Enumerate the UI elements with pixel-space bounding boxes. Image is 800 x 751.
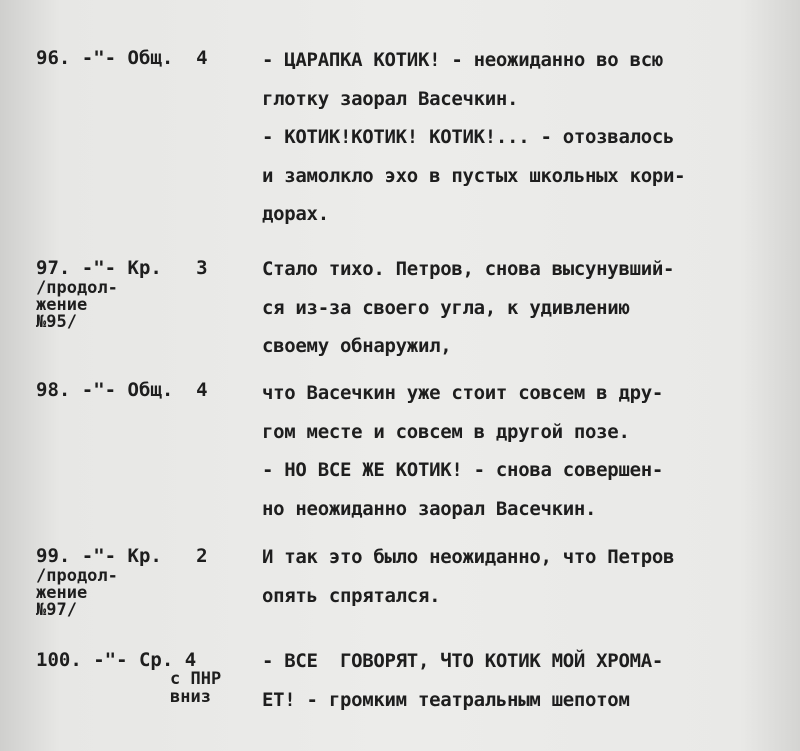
shot-number: 98. -"- Общ. 4 — [36, 379, 208, 401]
text-line: Стало тихо. Петров, снова высунувший- — [262, 258, 675, 280]
shot-info — [36, 648, 246, 707]
text-line: ЕТ! - громким театральным шепотом — [262, 688, 630, 711]
text-line: что Васечкин уже стоит совсем в дру- — [262, 382, 664, 404]
shot-note: жение — [36, 583, 88, 603]
shot-note-block — [170, 670, 221, 706]
text-line: своему обнаружил, — [262, 335, 452, 357]
shot-note: вниз — [170, 687, 211, 707]
text-line: ся из-за своего угла, к удивлению — [262, 296, 630, 319]
text-line: И так это было неожиданно, что Петров — [262, 546, 675, 568]
shot-note: /продол- — [36, 566, 118, 586]
shot-note: жение — [36, 295, 88, 315]
text-line: - КОТИК!КОТИК! КОТИК!... - отозвалось — [262, 126, 675, 148]
text-line: глотку заорал Васечкин. — [262, 87, 519, 110]
shot-info — [36, 544, 246, 619]
shot-note: /продол- — [36, 278, 118, 298]
shot-number: 96. -"- Общ. 4 — [36, 47, 208, 69]
shot-number: 100. -"- Ср. 4 — [36, 649, 197, 671]
shot-number: 99. -"- Кр. 2 — [36, 545, 208, 567]
text-line: опять спрятался. — [262, 584, 441, 607]
shot-note: №95/ — [36, 312, 77, 332]
text-line: но неожиданно заорал Васечкин. — [262, 497, 597, 520]
text-line: дорах. — [262, 203, 329, 225]
text-line: гом месте и совсем в другой позе. — [262, 420, 630, 443]
scene-text — [262, 538, 762, 615]
shot-info — [36, 256, 246, 331]
shot-info — [36, 46, 246, 70]
scene-text — [262, 41, 762, 234]
shot-number: 97. -"- Кр. 3 — [36, 257, 208, 279]
scene-text — [262, 642, 762, 719]
shot-note: №97/ — [36, 600, 77, 620]
text-line: и замолкло эхо в пустых школьных кори- — [262, 164, 686, 187]
shot-note: с ПНР — [170, 669, 222, 689]
shot-info — [36, 378, 246, 402]
text-line: - ЦАРАПКА КОТИК! - неожиданно во всю — [262, 49, 664, 71]
scene-text — [262, 250, 762, 366]
text-line: - НО ВСЕ ЖЕ КОТИК! - снова совершен- — [262, 459, 664, 481]
text-line: - ВСЕ ГОВОРЯТ, ЧТО КОТИК МОЙ ХРОМА- — [262, 650, 664, 672]
scene-text — [262, 374, 762, 528]
